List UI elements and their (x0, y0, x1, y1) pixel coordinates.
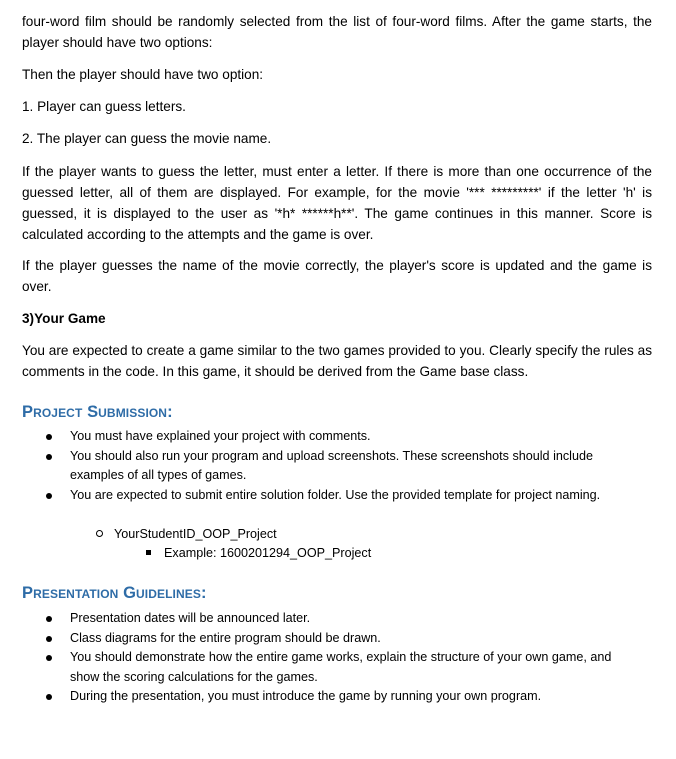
letter-guess-paragraph: If the player wants to guess the letter, must enter a letter. If there is more than one occurrence of the guessed letter, all of them are displayed. For example, for the movie '*** *********' if the letter 'h' is guessed, it is displayed to the user as '*h* ******h**'. The game continues in this manner. Score is calculated according to the attempts and the game is over. (22, 164, 652, 242)
submission-list (0, 427, 676, 505)
list-item (0, 486, 635, 506)
bullet-icon (46, 454, 52, 460)
bullet-icon (46, 616, 52, 622)
presentation-list (0, 609, 676, 707)
bullet-icon (46, 655, 52, 661)
project-submission-heading: Project Submission: (22, 403, 173, 421)
movie-guess-paragraph: If the player guesses the name of the movie correctly, the player's score is updated and the game is over. (22, 258, 652, 294)
bullet-icon (46, 694, 52, 700)
sub-list-item-text: YourStudentID_OOP_Project (114, 527, 277, 541)
list-item-text: Presentation dates will be announced later. (70, 611, 311, 625)
list-item (0, 648, 635, 687)
bullet-icon (46, 636, 52, 642)
presentation-guidelines-heading: Presentation Guidelines: (22, 584, 207, 602)
example-text: Example: 1600201294_OOP_Project (164, 546, 372, 560)
your-game-paragraph: You are expected to create a game similar to the two games provided to you. Clearly specify the rules as comments in the code. In this game, it should be derived from the Game base class. (22, 343, 652, 379)
option-guess-letters: 1. Player can guess letters. (22, 99, 186, 114)
bullet-icon (46, 493, 52, 499)
option-guess-movie: 2. The player can guess the movie name. (22, 131, 272, 146)
sub-sub-list-item (146, 544, 371, 564)
square-bullet-icon (146, 550, 151, 555)
sub-list-item (96, 525, 277, 545)
your-game-title: 3)Your Game (22, 311, 106, 326)
list-item (0, 629, 635, 649)
list-item-text: You should also run your program and upload screenshots. These screenshots should include examples of all types of games. (70, 448, 593, 482)
list-item-text: You should demonstrate how the entire game works, explain the structure of your own game, and show the scoring calculations for the games. (70, 650, 612, 684)
list-item-text: Class diagrams for the entire program should be drawn. (70, 630, 381, 645)
list-item (0, 447, 635, 486)
list-item-text: During the presentation, you must introduce the game by running your own program. (70, 689, 542, 703)
list-item-text: You must have explained your project with comments. (70, 429, 371, 443)
bullet-icon (46, 434, 52, 440)
list-item (0, 609, 635, 629)
list-item (0, 687, 635, 707)
list-item-text: You are expected to submit entire solution folder. Use the provided template for project naming. (70, 487, 601, 502)
hollow-bullet-icon (96, 530, 103, 537)
intro-paragraph: four-word film should be randomly selected from the list of four-word films. After the game starts, the player should have two options: (22, 14, 652, 50)
options-intro: Then the player should have two option: (22, 67, 264, 82)
list-item (0, 427, 635, 447)
